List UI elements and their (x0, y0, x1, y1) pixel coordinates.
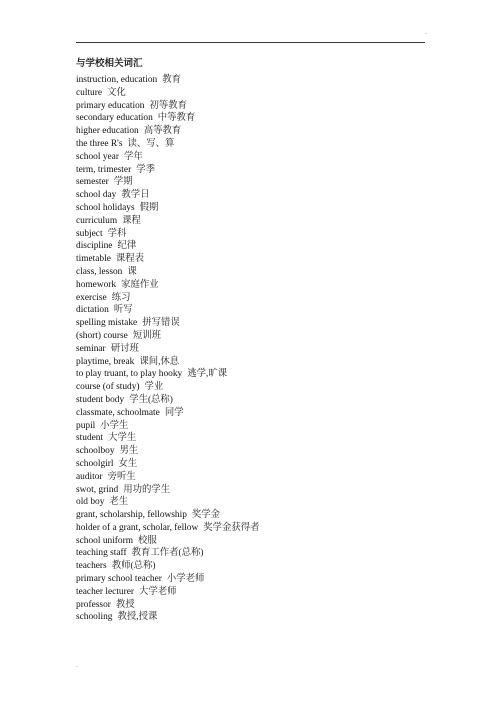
entry-english: class, lesson (76, 266, 123, 277)
entry-english: seminar (76, 343, 106, 354)
vocabulary-entry (76, 279, 260, 292)
vocabulary-entry (76, 547, 260, 560)
entry-english: (short) course (76, 330, 128, 341)
entry-english: homework (76, 279, 117, 290)
entry-chinese: 小学老师 (166, 574, 205, 585)
entry-english: curriculum (76, 215, 118, 226)
entry-chinese: 大学生 (108, 433, 137, 444)
header-rule (76, 42, 425, 43)
entry-english: schoolboy (76, 446, 115, 457)
vocabulary-entry (76, 560, 260, 573)
entry-chinese: 课 (127, 266, 137, 277)
entry-english: school year (76, 151, 119, 162)
vocabulary-entry (76, 240, 260, 253)
entry-chinese: 初等教育 (149, 100, 187, 111)
entry-chinese: 奖学金获得者 (203, 522, 260, 533)
vocabulary-entry (76, 176, 260, 189)
entry-chinese: 课程表 (115, 254, 145, 265)
entry-english: teaching staff (76, 548, 127, 559)
entry-english: primary education (76, 100, 145, 111)
entry-chinese: 学年 (123, 151, 143, 162)
entry-chinese: 中等教育 (157, 113, 196, 124)
entry-english: student body (76, 394, 125, 405)
vocabulary-entry (76, 484, 260, 497)
vocabulary-entry (76, 330, 260, 343)
vocabulary-entry (76, 535, 260, 548)
vocabulary-entry (76, 509, 260, 522)
entry-english: dictation (76, 305, 109, 316)
entry-chinese: 老生 (109, 497, 129, 508)
vocabulary-entry (76, 189, 260, 202)
vocabulary-entry (76, 496, 260, 509)
entry-chinese: 奖学金 (191, 510, 221, 521)
entry-chinese: 教育工作者(总称) (131, 548, 204, 559)
entry-english: school holidays (76, 202, 135, 213)
page-title: 与学校相关词汇 (76, 59, 143, 69)
vocabulary-entry (76, 112, 260, 125)
entry-chinese: 纪律 (117, 241, 137, 252)
entry-english: pupil (76, 420, 96, 431)
entry-english: higher education (76, 126, 139, 137)
entry-chinese: 大学老师 (139, 586, 177, 597)
vocabulary-entry (76, 586, 260, 599)
entry-english: teachers (76, 561, 107, 572)
vocabulary-entry (76, 420, 260, 433)
entry-chinese: 学季 (136, 164, 155, 175)
entry-chinese: 逃学,旷课 (187, 369, 228, 380)
entry-chinese: 教授 (115, 599, 135, 610)
entry-english: the three R's (76, 138, 123, 149)
entry-chinese: 学期 (113, 177, 133, 188)
entry-chinese: 女生 (118, 458, 138, 469)
entry-english: student (76, 433, 104, 444)
vocabulary-entry (76, 202, 260, 215)
entry-english: course (of study) (76, 382, 140, 393)
entry-chinese: 练习 (111, 292, 131, 303)
vocabulary-entry (76, 87, 260, 100)
entry-chinese: 学业 (144, 382, 164, 393)
entry-english: subject (76, 228, 103, 239)
entry-chinese: 课程 (122, 215, 141, 226)
entry-english: professor (76, 599, 111, 610)
entry-chinese: 假期 (139, 202, 159, 213)
entry-chinese: 男生 (119, 446, 139, 457)
entry-chinese: 短训班 (132, 330, 161, 341)
entry-english: culture (76, 87, 103, 98)
entry-chinese: 听写 (113, 305, 133, 316)
header-mark: . (425, 28, 427, 36)
vocabulary-entry (76, 573, 260, 586)
vocabulary-entry (76, 164, 260, 177)
entry-chinese: 高等教育 (143, 126, 182, 137)
vocabulary-list (76, 74, 260, 624)
footer-mark: . (76, 661, 78, 669)
entry-chinese: 文化 (107, 87, 126, 98)
vocabulary-entry (76, 304, 260, 317)
entry-english: schoolgirl (76, 458, 114, 469)
entry-chinese: 教授,授课 (117, 612, 158, 623)
vocabulary-entry (76, 368, 260, 381)
entry-chinese: 研讨班 (110, 343, 139, 354)
vocabulary-entry (76, 343, 260, 356)
vocabulary-entry (76, 394, 260, 407)
entry-chinese: 拼写错误 (142, 318, 180, 329)
entry-english: school day (76, 190, 117, 201)
entry-chinese: 同学 (164, 407, 184, 418)
vocabulary-entry (76, 381, 260, 394)
entry-english: teacher lecturer (76, 586, 135, 597)
vocabulary-entry (76, 471, 260, 484)
entry-chinese: 小学生 (100, 420, 129, 431)
vocabulary-entry (76, 611, 260, 624)
entry-english: secondary education (76, 113, 153, 124)
entry-english: spelling mistake (76, 318, 138, 329)
entry-english: holder of a grant, scholar, fellow (76, 522, 199, 533)
entry-english: classmate, schoolmate (76, 407, 160, 418)
vocabulary-entry (76, 432, 260, 445)
entry-english: grant, scholarship, fellowship (76, 510, 187, 521)
vocabulary-entry (76, 407, 260, 420)
entry-english: primary school teacher (76, 574, 162, 585)
entry-chinese: 教师(总称) (111, 561, 156, 572)
vocabulary-entry (76, 599, 260, 612)
vocabulary-entry (76, 445, 260, 458)
entry-chinese: 读、写、算 (127, 138, 175, 149)
vocabulary-entry (76, 125, 260, 138)
entry-english: timetable (76, 254, 111, 265)
vocabulary-entry (76, 100, 260, 113)
entry-chinese: 旁听生 (107, 471, 136, 482)
entry-english: discipline (76, 241, 113, 252)
vocabulary-entry (76, 138, 260, 151)
entry-english: instruction, education (76, 75, 158, 85)
entry-english: semester (76, 177, 109, 188)
entry-english: school uniform (76, 535, 134, 546)
vocabulary-entry (76, 266, 260, 279)
entry-chinese: 教学日 (121, 190, 150, 201)
entry-english: old boy (76, 497, 105, 508)
entry-english: playtime, break (76, 356, 135, 367)
vocabulary-entry (76, 522, 260, 535)
vocabulary-entry (76, 74, 260, 87)
entry-english: auditor (76, 471, 103, 482)
entry-chinese: 课间,休息 (139, 356, 180, 367)
entry-chinese: 学生(总称) (129, 394, 173, 405)
vocabulary-entry (76, 292, 260, 305)
vocabulary-entry (76, 458, 260, 471)
entry-chinese: 家庭作业 (121, 279, 159, 290)
entry-chinese: 用功的学生 (123, 484, 171, 495)
vocabulary-entry (76, 215, 260, 228)
vocabulary-entry (76, 356, 260, 369)
vocabulary-entry (76, 253, 260, 266)
entry-english: exercise (76, 292, 107, 303)
vocabulary-entry (76, 151, 260, 164)
entry-chinese: 教育 (162, 75, 181, 85)
entry-english: to play truant, to play hooky (76, 369, 183, 380)
entry-chinese: 校服 (138, 535, 157, 546)
vocabulary-entry (76, 317, 260, 330)
vocabulary-entry (76, 228, 260, 241)
entry-english: schooling (76, 612, 113, 623)
entry-english: term, trimester (76, 164, 132, 175)
entry-chinese: 学科 (107, 228, 127, 239)
entry-english: swot, grind (76, 484, 119, 495)
